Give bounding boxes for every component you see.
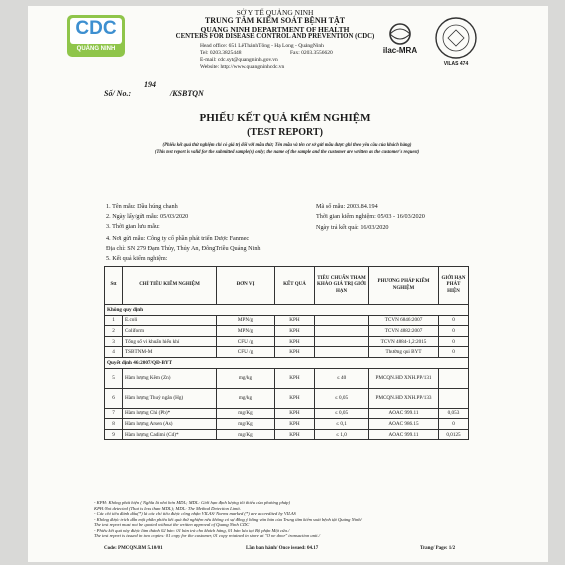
cell-method: TCVN 4884-1,2:2015 (369, 336, 439, 347)
validity-note-vi: (Phiếu kết quả thử nghiệm chỉ có giá trị đối với mẫu thử; Tên mẫu và tên cơ sở gửi mẫu được ghi theo yêu cầu của khách hàng) (162, 143, 412, 148)
cell-limit (315, 347, 369, 358)
logo-text: CDC (75, 18, 117, 39)
footnote-line: The test report is issued in two copies: 01 copy for the customer, 01 copy retained in store at "O ne door" transaction unit./ (94, 533, 320, 538)
cdc-logo (66, 14, 126, 58)
cell-unit: mg/Kg (217, 408, 275, 419)
head-office-address: Head office: 651 LêThánhTông - Hạ Long - QuảngNinh (200, 43, 324, 49)
header-test-parameter: CHỈ TIÊU KIỂM NGHIỆM (123, 267, 217, 305)
cell-parameter: Hàm lượng Arsen (As) (123, 419, 217, 430)
cell-parameter: Hàm lượng Kẽm (Zn) (123, 368, 217, 388)
cell-limit: ≤ 0,05 (315, 408, 369, 419)
center-name-vi: TRUNG TÂM KIỂM SOÁT BỆNH TẬT (204, 16, 346, 25)
report-title-en: (TEST REPORT) (247, 127, 323, 138)
cell-unit: mg/Kg (217, 419, 275, 430)
cell-detection-limit (439, 368, 469, 388)
sample-code: Mã số mẫu: 2003.84.194 (316, 203, 378, 210)
table-row (105, 336, 469, 347)
ilac-text: ilac-MRA (382, 46, 418, 55)
cell-detection-limit: 0 (439, 326, 469, 337)
cell-unit: CFU /g (217, 336, 275, 347)
doc-number-label: Số/ No.: (104, 89, 132, 98)
header-result: KẾT QUẢ (275, 267, 315, 305)
cell-limit (315, 326, 369, 337)
cell-parameter: E.coli (123, 315, 217, 326)
cell-method: PMCQN.HD XNH.PP/131 (369, 368, 439, 388)
table-row (105, 408, 469, 419)
footnote-line: - Phiếu kết quả này được làm thành 02 bản: 01 bản trả cho khách hàng, 01 bản lưu tại Bộ phận Một cửa./ (94, 527, 290, 533)
validity-note-en: (This test report is valid for the submitted sample(s) only; the name of the sample and the customer are written as the customer's request) (154, 150, 420, 155)
date-received: 2. Ngày lấy/gửi mẫu: 05/03/2020 (106, 213, 189, 220)
cell-result: KPH (275, 408, 315, 419)
cell-method: AOAC 999.11 (369, 429, 439, 440)
cell-method: TCVN 6846:2007 (369, 315, 439, 326)
cell-result: KPH (275, 315, 315, 326)
cell-detection-limit: 0 (439, 419, 469, 430)
cell-method: Thường qui BYT (369, 347, 439, 358)
table-header-row (105, 267, 469, 305)
vilas-seal (434, 16, 478, 70)
group-label: Quyết định 46:2007/QĐ-BYT (105, 357, 469, 368)
cell-limit: ≤ 0,1 (315, 419, 369, 430)
header-limit: TIÊU CHUẨN THAM KHẢO GIÁ TRỊ GIỚI HẠN (315, 267, 369, 305)
table-row (105, 347, 469, 358)
header-stt: Stt (105, 267, 123, 305)
cell-stt: 8 (105, 419, 123, 430)
return-date: Ngày trả kết quả: 16/03/2020 (316, 224, 389, 231)
cell-method: TCVN 4882:2007 (369, 326, 439, 337)
cell-detection-limit: 0,053 (439, 408, 469, 419)
results-heading: 5. Kết quả kiểm nghiệm: (106, 255, 168, 262)
cell-unit: mg/kg (217, 388, 275, 408)
cell-result: KPH (275, 326, 315, 337)
cell-stt: 9 (105, 429, 123, 440)
cell-unit: mg/Kg (217, 429, 275, 440)
header-unit: ĐƠN VỊ (217, 267, 275, 305)
cell-detection-limit: 0 (439, 336, 469, 347)
sender-name: 4. Nơi gửi mẫu: Công ty cổ phần phát triển Dược Fanmec (106, 235, 250, 242)
cell-stt: 4 (105, 347, 123, 358)
table-row (105, 315, 469, 326)
form-code: Code: PMCQN.BM 5.10/01 (104, 546, 163, 551)
test-period: Thời gian kiểm nghiệm: 05/03 - 16/03/2020 (316, 213, 425, 220)
cell-limit: ≤ 0,05 (315, 388, 369, 408)
issue-number: Lần ban hành/ Once issued: 04.17 (246, 546, 319, 551)
page-number: Trang/ Page: 1/2 (420, 546, 456, 551)
cell-limit (315, 336, 369, 347)
results-table (104, 266, 469, 440)
cell-unit: MPN/g (217, 315, 275, 326)
department-name-en: QUANG NINH DEPARTMENT OF HEALTH (200, 25, 350, 34)
sample-name: 1. Tên mẫu: Dầu húng chanh (106, 203, 178, 210)
report-title-vi: PHIẾU KẾT QUẢ KIỂM NGHIỆM (199, 112, 371, 124)
cell-unit: MPN/g (217, 326, 275, 337)
cell-stt: 3 (105, 336, 123, 347)
cell-result: KPH (275, 419, 315, 430)
cell-limit: ≤ 40 (315, 368, 369, 388)
cell-result: KPH (275, 429, 315, 440)
cell-result: KPH (275, 336, 315, 347)
footnote-line: - Các chỉ tiêu đánh dấu(*) là các chỉ tiêu được công nhận VILAS/ Norms marked (*) are accredited by VILAS (94, 511, 296, 516)
ministry-name: SỞ Y TẾ QUẢNG NINH (236, 8, 314, 17)
header-method: PHƯƠNG PHÁP KIỂM NGHIỆM (369, 267, 439, 305)
cell-detection-limit: 0 (439, 315, 469, 326)
cell-stt: 2 (105, 326, 123, 337)
telephone: Tel: 0203.3825448 (200, 50, 242, 56)
footnote-line: The test report must not be quoted without the written approval of Quang Ninh CDC (94, 522, 250, 527)
cell-stt: 7 (105, 408, 123, 419)
footnote-line: - Không được trích dẫn một phần phiếu kết quả thử nghiệm nếu không có sự đồng ý bằng văn bản của Trung tâm kiểm soát bệnh tật Quảng Ninh/ (94, 516, 362, 522)
email: E-mail: cdc.syt@quangninh.gov.vn (200, 57, 278, 63)
cell-method: AOAC 999.11 (369, 408, 439, 419)
logo-subtext: QUẢNG NINH (76, 46, 116, 52)
footnote-line: KPH:Not detected (That is less than MDL); MDL: The Method Detection Limit. (94, 505, 241, 511)
cell-stt: 6 (105, 388, 123, 408)
doc-number: 194 (144, 80, 156, 89)
table-row (105, 429, 469, 440)
cell-method: PMCQN.HD XNH.PP/133 (369, 388, 439, 408)
cell-result: KPH (275, 347, 315, 358)
website: Website: http://www.quangninhcdc.vn (200, 64, 285, 70)
cell-result: KPH (275, 368, 315, 388)
cell-stt: 1 (105, 315, 123, 326)
table-row (105, 368, 469, 388)
cell-limit (315, 315, 369, 326)
cell-detection-limit: 0 (439, 347, 469, 358)
fax: Fax: 0203.3556620 (290, 50, 333, 56)
cell-unit: CFU /g (217, 347, 275, 358)
storage-period: 3. Thời gian lưu mẫu: (106, 223, 160, 230)
ilac-mra-logo (374, 22, 426, 62)
cell-parameter: Hàm lượng Chì (Pb)* (123, 408, 217, 419)
vilas-text: VILAS 474 (443, 61, 469, 67)
footnotes (94, 500, 494, 539)
cell-unit: mg/kg (217, 368, 275, 388)
table-row (105, 388, 469, 408)
cell-limit: ≤ 1,0 (315, 429, 369, 440)
cell-detection-limit (439, 388, 469, 408)
center-name-en: CENTERS FOR DISEASE CONTROL AND PREVENTION (CDC) (175, 33, 375, 40)
cell-parameter: Hàm lượng Thuỷ ngân (Hg) (123, 388, 217, 408)
cell-stt: 5 (105, 368, 123, 388)
table-row (105, 419, 469, 430)
cell-parameter: TSBTNM-M (123, 347, 217, 358)
sender-address: Địa chỉ: SN 279 Đạm Thủy, Thủy An, ĐôngTriều Quảng Ninh (106, 245, 261, 252)
doc-number-suffix: /KSBTQN (170, 89, 204, 98)
cell-parameter: Hàm lượng Cadimi (Cd)* (123, 429, 217, 440)
table-row (105, 326, 469, 337)
cell-detection-limit: 0,0125 (439, 429, 469, 440)
table-group-row (105, 305, 469, 316)
cell-method: AOAC 986.15 (369, 419, 439, 430)
footnote-line: - KPH: Không phát hiện ( Nghĩa là nhỏ hơn MDL; MDL: Giới hạn định lượng tối thiểu của phương pháp) (94, 500, 291, 505)
group-label: Không quy định (105, 305, 469, 316)
cell-result: KPH (275, 388, 315, 408)
table-group-row (105, 357, 469, 368)
cell-parameter: Coliform (123, 326, 217, 337)
header-detection-limit: GIỚI HẠN PHÁT HIỆN (439, 267, 469, 305)
cell-parameter: Tổng số vi khuẩn hiếu khí (123, 336, 217, 347)
